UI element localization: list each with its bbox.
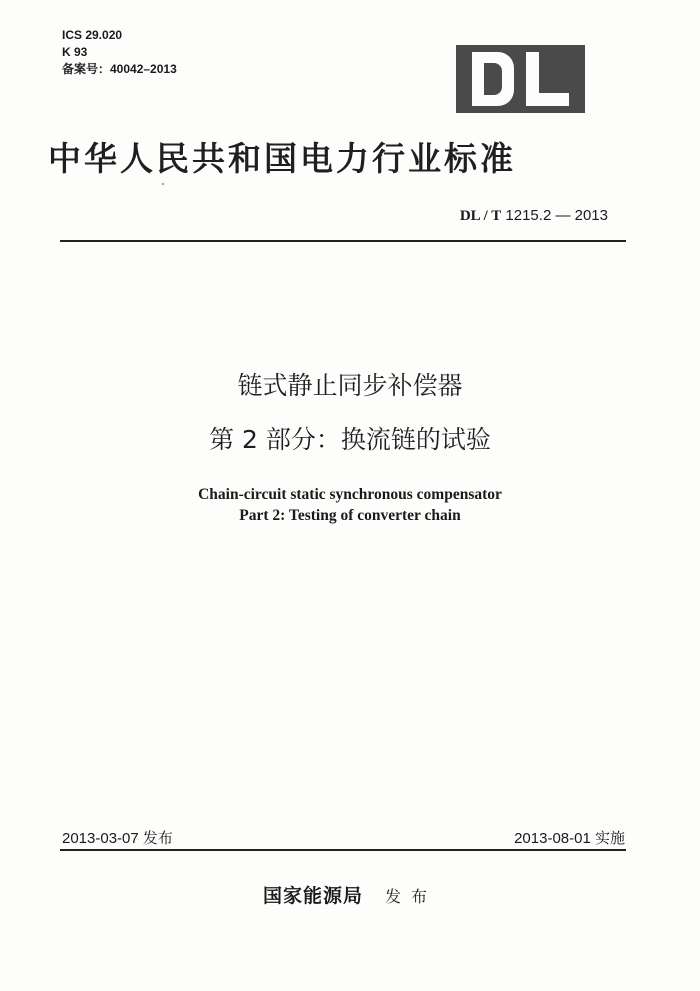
- logo-letter-d-counter: [484, 63, 502, 95]
- dl-logo: [456, 45, 585, 113]
- standard-category-title: 中华人民共和国电力行业标准: [48, 139, 516, 178]
- standard-number: [460, 207, 608, 225]
- effective-date: 2013-08-01 实施: [514, 830, 625, 847]
- logo-letter-l-foot: [526, 93, 569, 106]
- bottom-divider: [60, 849, 626, 851]
- record-number: 备案号：40042–2013: [62, 62, 177, 76]
- publish-action: 发布: [385, 887, 438, 906]
- standard-prefix: DL / T: [459, 208, 502, 224]
- english-title-line-1: Chain-circuit static synchronous compensator: [198, 486, 502, 503]
- speck: [162, 183, 164, 185]
- english-title-line-2: Part 2: Testing of converter chain: [239, 507, 461, 524]
- issue-date: 2013-03-07 发布: [62, 830, 173, 847]
- publisher-name: 国家能源局: [262, 885, 363, 907]
- ics-code: ICS 29.020: [62, 28, 123, 42]
- standard-code: 1215.2 — 2013: [501, 207, 608, 224]
- top-divider: [60, 240, 626, 242]
- chinese-title-line-2: 第 2 部分：换流链的试验: [209, 425, 491, 454]
- chinese-title-line-1: 链式静止同步补偿器: [237, 371, 463, 400]
- class-code: K 93: [62, 45, 88, 59]
- publisher-line: [0, 881, 700, 908]
- classification-block: [62, 27, 177, 78]
